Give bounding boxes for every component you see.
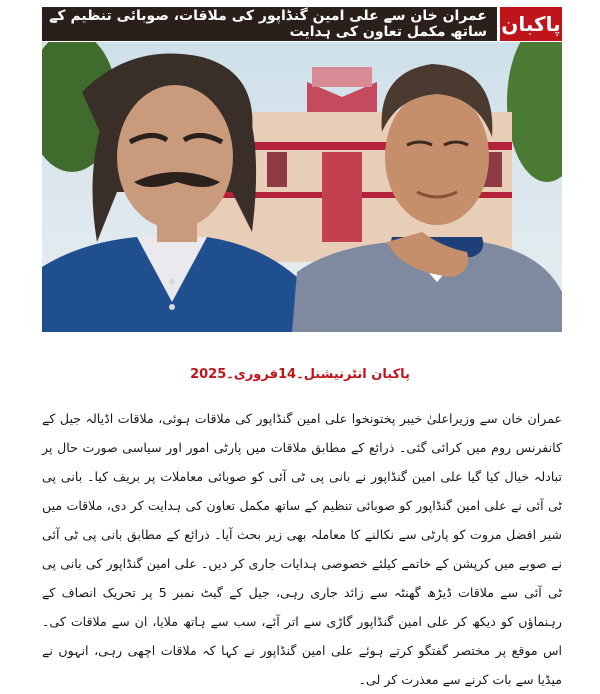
headline-banner — [42, 7, 562, 41]
brand-logo: پاکبان — [497, 7, 562, 41]
news-photo-illustration — [42, 42, 562, 332]
article-body: عمران خان سے وزیراعلیٰ خیبر پختونخوا علی امین گنڈاپور کی ملاقات ہوئی، ملاقات اڈیالہ جیل کے کانفرنس روم میں کرائی گئی۔ ذرائع کے مطابق ملاقات میں پارٹی امور اور سیاسی صورت حال پر تبادلہ خیال کیا گیا علی امین گنڈاپور نے بانی پی ٹی آئی کو صوبائی معاملات پر بریف کیا۔ بانی پی ٹی آئی نے علی امین گنڈاپور کو صوبائی تنظیم کے ساتھ مکمل تعاون کی ہدایت کر دی، ملاقات میں شیر افضل مروت کو پارٹی سے نکالنے کا معاملہ بھی زیر بحث آیا۔ ذرائع کے مطابق بانی پی ٹی آئی نے صوبے میں کرپشن کے خاتمے کیلئے خصوصی ہدایات جاری کر دیں۔ علی امین گنڈاپور کی بانی پی ٹی آئی سے ملاقات ڈیڑھ گھنٹہ سے زائد جاری رہی، جیل کے گیٹ نمبر 5 پر تحریک انصاف کے رہنماؤں کو دیکھ کر علی امین گنڈاپور گاڑی سے اتر آئے، سب سے ہاتھ ملایا، ان سے ملاقات کی۔ اس موقع پر مختصر گفتگو کرتے ہوئے علی امین گنڈاپور نے کہا کہ ملاقات اچھی رہی، انہوں نے میڈیا سے بات کرنے سے معذرت کر لی۔ — [42, 411, 562, 687]
dateline: پاکبان انٹرنیشنل۔14فروری۔2025 — [190, 367, 410, 382]
headline-text: عمران خان سے علی امین گنڈاپور کی ملاقات، صوبائی تنظیم کے ساتھ مکمل تعاون کی ہدایت — [42, 7, 497, 41]
news-photo — [42, 42, 562, 332]
